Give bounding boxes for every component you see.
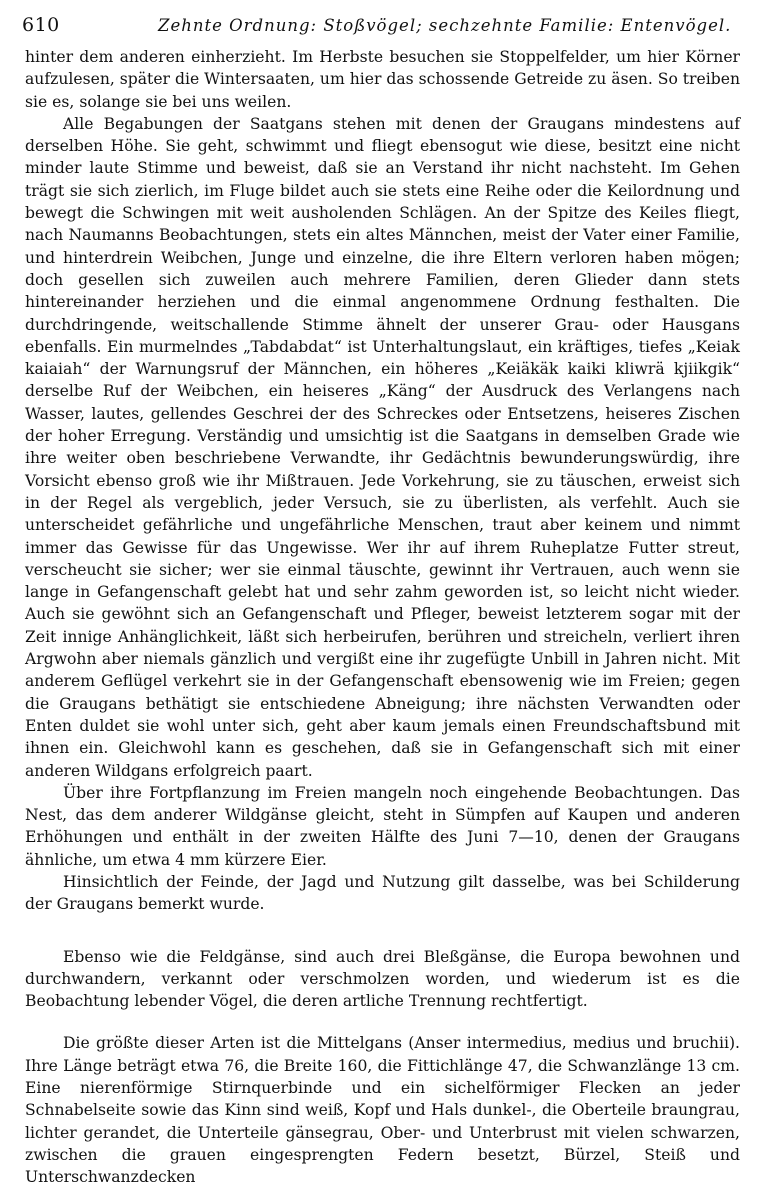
paragraph-blessgaense: Ebenso wie die Feldgänse, sind auch drei Bleßgänse, die Europa bewohnen und durchwandern, verkannt oder verschmolzen worden, und wiederum ist es die Beobachtung lebender Vögel, die deren artliche Trennung rechtfertigt.	[25, 947, 740, 1011]
section-gap	[25, 1012, 740, 1032]
body-text	[25, 46, 740, 1189]
paragraph-enemies-hunting: Hinsichtlich der Feinde, der Jagd und Nutzung gilt dasselbe, was bei Schilderung der Graugans bemerkt wurde.	[25, 872, 740, 914]
page-number: 610	[22, 14, 60, 36]
paragraph-saatgans-abilities: Alle Begabungen der Saatgans stehen mit denen der Graugans mindestens auf derselben Höhe. Sie geht, schwimmt und fliegt ebensogut wie diese, besitzt eine nicht minder laute Stimme und beweist, daß sie an Verstand ihr nicht nachsteht. Im Gehen trägt sie sich zierlich, im Fluge bildet auch sie stets eine Reihe oder die Keilordnung und bewegt die Schwingen mit weit ausholenden Schlägen. An der Spitze des Keiles fliegt, nach Naumanns Beobachtungen, stets ein altes Männchen, meist der Vater einer Familie, und hinterdrein Weibchen, Junge und einzelne, die ihre Eltern verloren haben mögen; doch gesellen sich zuweilen auch mehrere Familien, deren Glieder dann stets hintereinander herziehen und die einmal angenommene Ordnung festhalten. Die durchdringende, weitschallende Stimme ähnelt der unserer Grau- oder Hausgans ebenfalls. Ein murmelndes „Tabdabdat“ ist Unterhaltungslaut, ein kräftiges, tiefes „Keiak kaiaiah“ der Warnungsruf der Männchen, ein höheres „Keiäkäk kaiki kliwrä kjiikgik“ derselbe Ruf der Weibchen, ein heiseres „Käng“ der Ausdruck des Verlangens nach Wasser, lautes, gellendes Geschrei der des Schreckes oder Entsetzens, heiseres Zischen der hoher Erregung. Verständig und umsichtig ist die Saatgans in demselben Grade wie ihre weiter oben beschriebene Verwandte, ihr Gedächtnis bewunderungswürdig, ihre Vorsicht ebenso groß wie ihr Mißtrauen. Jede Vorkehrung, sie zu täuschen, erweist sich in der Regel als vergeblich, jeder Versuch, sie zu überlisten, als verfehlt. Auch sie unterscheidet gefährliche und ungefährliche Menschen, traut aber keinem und nimmt immer das Gewisse für das Ungewisse. Wer ihr auf ihrem Ruheplatze Futter streut, verscheucht sie sicher; wer sie einmal täuschte, gewinnt ihr Vertrauen, auch wenn sie lange in Gefangenschaft gelebt hat und sehr zahm geworden ist, so leicht nicht wieder. Auch sie gewöhnt sich an Gefangenschaft und Pfleger, beweist letzterem sogar mit der Zeit innige Anhänglichkeit, läßt sich herbeirufen, berühren und streicheln, verliert ihren Argwohn aber niemals gänzlich und vergißt eine ihr zugefügte Unbill in Jahren nicht. Mit anderem Geflügel verkehrt sie in der Gefangenschaft ebensowenig wie im Freien; gegen die Graugans bethätigt sie entschiedene Abneigung; ihre nächsten Verwandten oder Enten duldet sie wohl unter sich, geht aber kaum jemals einen Freundschaftsbund mit ihnen ein. Gleichwohl kann es geschehen, daß sie in Gefangenschaft sich mit einer anderen Wildgans erfolgreich paart.	[25, 114, 740, 780]
paragraph-reproduction: Über ihre Fortpflanzung im Freien mangeln noch eingehende Beobachtungen. Das Nest, das dem anderer Wildgänse gleicht, steht in Sümpfen auf Kaupen und anderen Erhöhungen und enthält in der zweiten Hälfte des Juni 7—10, denen der Graugans ähnliche, um etwa 4 mm kürzere Eier.	[25, 783, 740, 869]
paragraph-mittelgans: Die größte dieser Arten ist die Mittelgans (Anser intermedius, medius und bruchii). Ihre Länge beträgt etwa 76, die Breite 160, die Fittichlänge 47, die Schwanzlänge 13 cm. Eine nierenförmige Stirnquerbinde und ein sichelförmiger Flecken an jeder Schnabelseite sowie das Kinn sind weiß, Kopf und Hals dunkel-, die Oberteile braungrau, lichter gerandet, die Unterteile gänsegrau, Ober- und Unterbrust mit vielen schwarzen, zwischen die grauen eingesprengten Federn besetzt, Bürzel, Steiß und Unterschwanzdecken	[25, 1034, 740, 1187]
paragraph-continuation: hinter dem anderen einherzieht. Im Herbste besuchen sie Stoppelfelder, um hier Körner aufzulesen, später die Wintersaaten, um hier das schossende Getreide zu äsen. So treiben sie es, solange sie bei uns weilen.	[25, 48, 740, 111]
section-gap	[25, 916, 740, 946]
page-header	[22, 14, 738, 40]
running-head: Zehnte Ordnung: Stoßvögel; sechzehnte Familie: Entenvögel.	[158, 16, 732, 35]
